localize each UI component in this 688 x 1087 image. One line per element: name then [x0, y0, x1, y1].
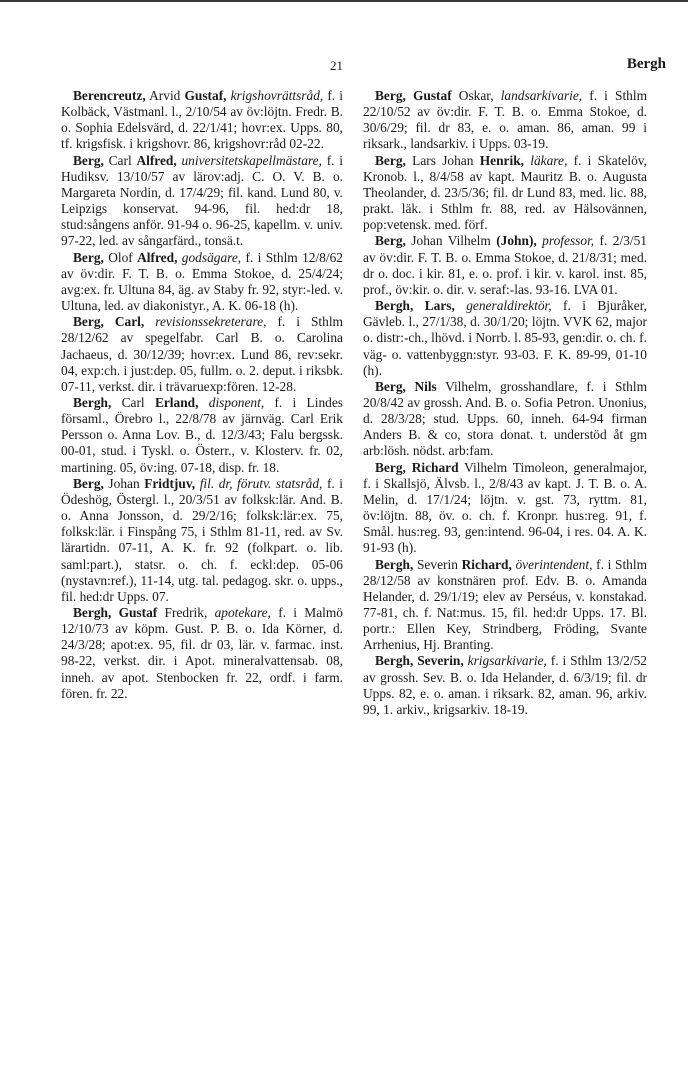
entry-surname: Bergh, Gustaf [73, 605, 158, 620]
entry-call-name: Carl, [114, 314, 145, 330]
entry-surname: Berg, [73, 475, 104, 491]
biography-entry [363, 460, 647, 557]
biography-entry [61, 605, 343, 702]
entry-given-names: Johan Vilhelm [405, 233, 497, 249]
biography-entry [61, 153, 343, 250]
entry-occupation: godsägare, [177, 249, 242, 265]
entry-body: f. i Kolbäck, Västmanl. l., 2/10/54 av öv:löjtn. Fredr. B. o. Sophia Edelsvärd, d. 22/1/41; hovr:ex. Upps. 80, tf. krigsfisk. i krigshovr. 86, krigshovr:råd 02-22. [61, 88, 343, 152]
biography-entry [363, 298, 647, 379]
biography-entry [363, 653, 647, 718]
entry-body: f. i Sthlm 12/8/62 av öv:dir. F. T. B. o. Emma Stokoe, d. 25/4/24; avg:ex. fr. Ultuna 84, äg. av Staby fr. 92, styr:-led. v. Ultuna, led. av diakonistyr., A. K. 06-18 (h). [61, 249, 343, 314]
biography-entry [61, 314, 343, 395]
biography-entry [363, 379, 647, 460]
entry-surname: Berg, [73, 314, 104, 330]
entry-given-names: Lars Johan [405, 152, 480, 168]
entry-call-name: Richard, [461, 556, 512, 572]
entry-occupation: överintendent, [511, 556, 593, 572]
biography-entry [363, 233, 647, 298]
entry-occupation: universitetskapellmästare, [176, 152, 322, 168]
entry-surname: Bergh, [375, 556, 414, 572]
biography-entry [61, 88, 343, 153]
entry-occupation: fil. dr, förutv. statsråd, [195, 475, 323, 491]
entry-body: f. i Sthlm 22/10/52 av öv:dir. F. T. B. o. Emma Stokoe, d. 30/6/29; fil. dr 83, e. o. aman. 86, aman. 99 i riksark., landsarkiv. i Upps. 03-19. [363, 88, 647, 152]
entry-surname: Berencreutz, [73, 88, 146, 103]
entry-given-names: Severin [413, 556, 462, 572]
entry-surname: Berg, [375, 459, 406, 475]
page-number: 21 [330, 58, 343, 73]
entry-occupation: disponent, [198, 394, 265, 410]
entry-body: f. i Sthlm 13/2/52 av grossh. Sev. B. o. Ida Helander, d. 6/3/19; fil. dr Upps. 82, e. o. aman. i riksark. 82, aman. 96, arkiv. 99, 1. arkiv., krigsarkiv. 18-19. [363, 653, 647, 717]
entry-body: f. i Sthlm 28/12/58 av konstnären prof. Edv. B. o. Amanda Helander, d. 29/1/19; elev av Perséus, v. konstakad. 77-81, ch. f. Nat:mus. 15, fil. hed:dr Upps. 17. Bl. portr.: Ellen Key, Strindberg, Fröding, Svante Arrhenius, Hj. Branting. [363, 556, 647, 653]
entry-occupation: krigshovrättsråd, [226, 88, 324, 103]
running-head: Bergh [626, 56, 666, 72]
left-column [61, 88, 343, 702]
entry-call-name: Alfred, [137, 249, 178, 265]
entry-body: Vilhelm, grosshandlare, f. i Sthlm 20/8/42 av grossh. And. B. o. Sofia Petron. Unonius, d. 28/3/28; stud. Upps. 60, inneh. 64-94 firman Anders B. & co, stora donat. t. understöd åt gm arb:lösh. nödst. arb:fam. [363, 378, 647, 459]
entry-body: f. i Bjuråker, Gävleb. l., 27/1/38, d. 30/1/20; löjtn. VVK 62, major o. distr:-ch., lhövd. i Norrb. l. 85-93, gen:dir. o. ch. f. väg- o. vattenbyggn:styr. 93-03. F. K. 89-99, 01-10 (h). [363, 298, 647, 378]
entry-body: f. i Lindes församl., Örebro l., 22/8/78 av järnväg. Carl Erik Persson o. Anna Lov. B., d. 12/3/43; Falu bergssk. 00-01, stud. i Tyskl. o. Österr., v. Klosterv. fr. 02, martining. 05, öv:ing. 07-18, disp. fr. 18. [61, 394, 343, 475]
entry-call-name: Gustaf, [184, 88, 227, 103]
entry-given-names: Carl [103, 152, 137, 168]
entry-call-name: Richard [411, 459, 459, 475]
entry-given-names: Olof [103, 249, 138, 265]
entry-body: Vilhelm Timoleon, generalmajor, f. i Skallsjö, Älvsb. l., 2/8/43 av kapt. J. T. B. o. A. Melin, d. 17/1/24; löjtn. v. gst. 73, ryttm. 81, öv:löjtn. 88, öv. o. ch. f. Kronpr. hus:reg. 91, f. Smål. hus:reg. 93, gen:intend. 96-04, i res. 04. A. K. 91-93 (h). [363, 459, 647, 556]
entry-body: f. i Malmö 12/10/73 av köpm. Gust. P. B. o. Ida Körner, d. 24/3/28; apot:ex. 95, fil. dr 03, lär. v. farmac. inst. 98-22, verkst. dir. i Apot. mineralvattensab. 08, inneh. av apot. Stenbocken fr. 22, ordf. i farm. fören. fr. 22. [61, 605, 343, 701]
entry-body: f. i Sthlm 28/12/62 av spegelfabr. Carl B. o. Carolina Jachaeus, d. 30/12/39; hovr:ex. Lund 86, rev:sekr. 04, exp:ch. i just:dep. 05, fullm. o. 2. deput. i riksbk. 07-11, verkst. dir. i trävaruexp:fören. 12-28. [61, 314, 343, 394]
entry-occupation: landsarkivarie, [500, 88, 583, 103]
entry-body: f. i Ödeshög, Östergl. l., 20/3/51 av folksk:lär. And. B. o. Anna Jonsson, d. 29/2/16; folksk:lär:ex. 75, folksk:lär. i Finspång 75, i Sthlm 81-11, red. av Sv. lärartidn. 07-11, A. K. fr. 92 (folkpart. o. lib. saml:part.), statsr. o. ch. f. eckl:dep. 05-06 (nystavn:ref.), 11-14, utg. tal. pedagog. skr. o. upps., fil. hed:dr Upps. 07. [61, 475, 343, 604]
biography-entry [363, 153, 647, 234]
entry-call-name: Henrik, [479, 152, 524, 168]
biography-entry [61, 395, 343, 476]
biography-entry [61, 250, 343, 315]
right-column [363, 88, 647, 718]
entry-surname: Bergh, Lars, [375, 298, 455, 314]
entry-given-names [104, 314, 115, 329]
entry-call-name: Fridtjuv, [144, 475, 196, 491]
entry-surname: Berg, [375, 378, 406, 394]
entry-given-names: Arvid [145, 88, 185, 103]
top-rule [0, 0, 688, 2]
entry-call-name: (John), [496, 233, 537, 249]
entry-call-name: Nils [414, 378, 437, 394]
entry-body: f. i Skatelöv, Kronob. l., 8/4/58 av kapt. Mauritz B. o. Augusta Theolander, d. 23/5/36; fil. dr Lund 83, med. lic. 88, prakt. läk. i Sthlm fr. 88, red. av Hälsovännen, pop:vetensk. med. förf. [363, 152, 647, 233]
entry-occupation: professor, [536, 233, 595, 249]
biography-entry [61, 476, 343, 605]
entry-call-name: Alfred, [136, 152, 177, 168]
entry-occupation: apotekare, [214, 605, 271, 620]
entry-call-name: Erland, [154, 394, 199, 410]
entry-given-names: Carl [111, 394, 155, 410]
entry-surname: Berg, [375, 152, 406, 168]
entry-occupation: revisionssekreterare, [144, 314, 267, 330]
entry-occupation: krigsarkivarie, [463, 653, 547, 669]
entry-given-names: Oskar, [451, 88, 501, 103]
entry-given-names: Johan [103, 475, 145, 491]
entry-body: f. 2/3/51 av öv:dir. F. T. B. o. Emma Stokoe, d. 21/8/31; med. dr o. doc. i kir. 81, e. o. prof. i kir. v. karol. inst. 85, prof., öv:kir. o. dir. v. seraf:-las. 93-16. LVA 01. [363, 233, 647, 297]
entry-occupation: generaldirektör, [454, 298, 552, 314]
entry-surname: Berg, [375, 233, 406, 249]
entry-given-names: Fredrik, [157, 605, 215, 620]
entry-occupation: läkare, [523, 152, 568, 168]
entry-body: f. i Hudiksv. 13/10/57 av lärov:adj. C. O. V. B. o. Margareta Nordin, d. 17/4/29; fil. kand. Lund 80, v. Leipzigs konservat. 94-96, fil. hed:dr 18, stud:sångens anför. 91-94 o. 96-25, kapellm. v. univ. 97-22, led. av sångarfärd., tonsä.t. [61, 152, 343, 249]
biography-entry [363, 88, 647, 153]
entry-surname: Berg, [73, 249, 104, 265]
biography-entry [363, 557, 647, 654]
entry-surname: Bergh, Severin, [375, 653, 464, 669]
entry-surname: Bergh, [73, 394, 112, 410]
entry-surname: Berg, [73, 152, 104, 168]
entry-surname: Berg, Gustaf [375, 88, 452, 103]
